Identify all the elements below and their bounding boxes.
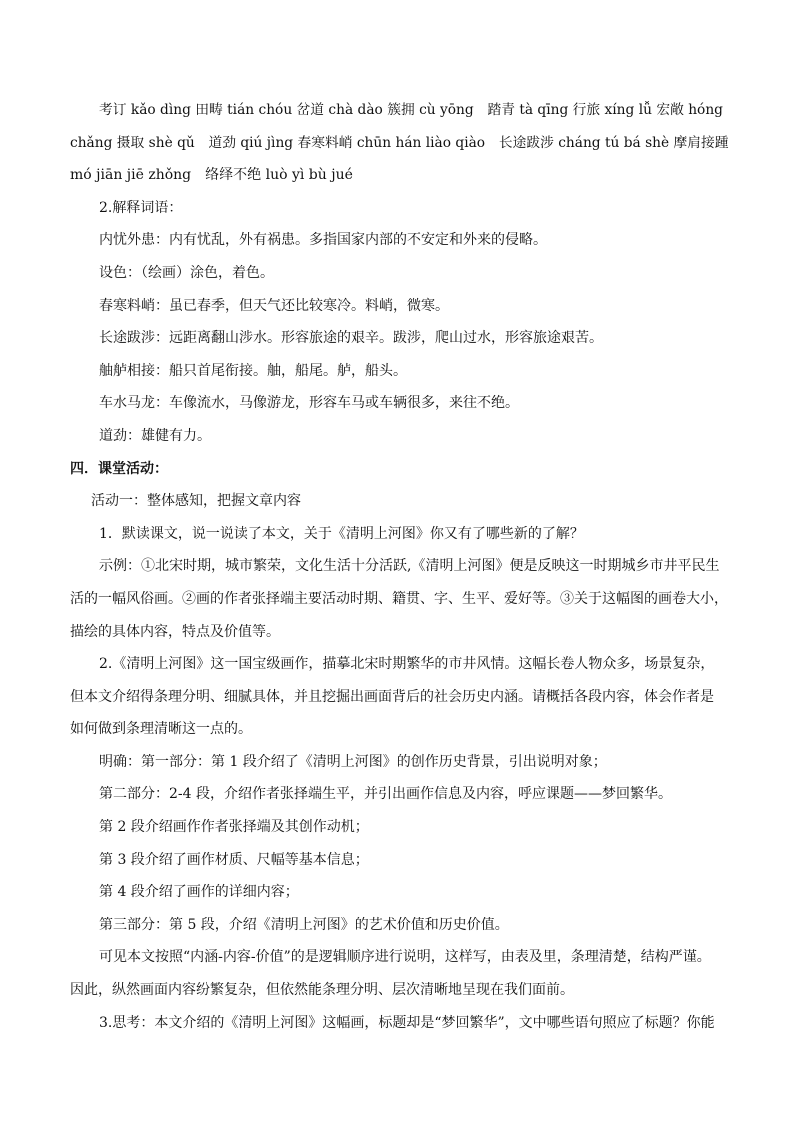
text-line: 但本文介绍得条理分明、细腻具体，并且挖掘出画面背后的社会历史内涵。请概括各段内容，体会作者是: [70, 688, 714, 705]
text-line: 第二部分：2-4 段，介绍作者张择端生平，并引出画作信息及内容，呼应课题——梦回繁华。: [99, 786, 672, 803]
text-line: 考订 kǎo dìng 田畴 tián chóu 岔道 chà dào 簇拥 cù yōng 踏青 tà qīng 行旅 xíng lǚ 宏敞 hóng: [99, 102, 723, 118]
text-line: 可见本文按照“内涵-内容-价值”的是逻辑顺序进行说明，这样写，由表及里，条理清楚，结构严谨。: [99, 949, 711, 966]
text-line: 春寒料峭：虽已春季，但天气还比较寒冷。料峭，微寒。: [99, 297, 449, 314]
text-line: 道劲：雄健有力。: [99, 427, 211, 444]
text-line: 如何做到条理清晰这一点的。: [70, 721, 252, 738]
text-line: 第 3 段介绍了画作材质、尺幅等基本信息；: [99, 851, 369, 868]
document-body: [70, 94, 730, 1039]
text-line: 内忧外患：内有忧乱，外有祸患。多指国家内部的不安定和外来的侵略。: [99, 232, 547, 249]
text-line: 3.思考：本文介绍的《清明上河图》这幅画，标题却是“梦回繁华”，文中哪些语句照应了标题？你能: [99, 1014, 715, 1031]
text-line: chǎng 摄取 shè qǔ 道劲 qiú jìng 春寒料峭 chūn hán liào qiào 长途跋涉 cháng tú bá shè 摩肩接踵: [70, 134, 729, 151]
text-line: 设色：（绘画）涂色，着色。: [99, 264, 274, 281]
text-line: 明确：第一部分：第 1 段介绍了《清明上河图》的创作历史背景，引出说明对象；: [99, 753, 607, 770]
text-line: 长途跋涉：远距离翻山涉水。形容旅途的艰辛。跋涉，爬山过水，形容旅途艰苦。: [99, 330, 603, 347]
text-line: mó jiān jiē zhǒng 络绎不绝 luò yì bù jué: [70, 167, 353, 184]
text-line: 因此，纵然画面内容纷繁复杂，但依然能条理分明、层次清晰地呈现在我们面前。: [70, 982, 574, 999]
text-line: 第三部分：第 5 段，介绍《清明上河图》的艺术价值和历史价值。: [99, 916, 509, 933]
text-line: 描绘的具体内容，特点及价值等。: [70, 623, 280, 640]
text-line: 活动一：整体感知，把握文章内容: [91, 493, 301, 510]
text-line: 舳舻相接：船只首尾衔接。舳，船尾。舻，船头。: [99, 362, 407, 379]
text-line: 示例：①北宋时期，城市繁荣，文化生活十分活跃,《清明上河图》便是反映这一时期城乡市井平民生: [99, 558, 720, 575]
text-line: 第 2 段介绍画作作者张择端及其创作动机；: [99, 819, 369, 836]
text-line: 1．默读课文，说一说读了本文，关于《清明上河图》你又有了哪些新的了解？: [99, 525, 584, 542]
text-line: 2.《清明上河图》这一国宝级画作，描摹北宋时期繁华的市井风情。这幅长卷人物众多，场景复杂，: [99, 656, 715, 673]
text-line: 活的一幅风俗画。②画的作者张择端主要活动时期、籍贯、字、生平、爱好等。③关于这幅图的画卷大小，: [70, 590, 728, 607]
text-line: 第 4 段介绍了画作的详细内容；: [99, 884, 299, 901]
text-line: 车水马龙：车像流水，马像游龙，形容车马或车辆很多，来往不绝。: [99, 395, 519, 412]
text-line: 2.解释词语：: [99, 199, 183, 216]
section-heading: 四．课堂活动：: [70, 460, 168, 477]
